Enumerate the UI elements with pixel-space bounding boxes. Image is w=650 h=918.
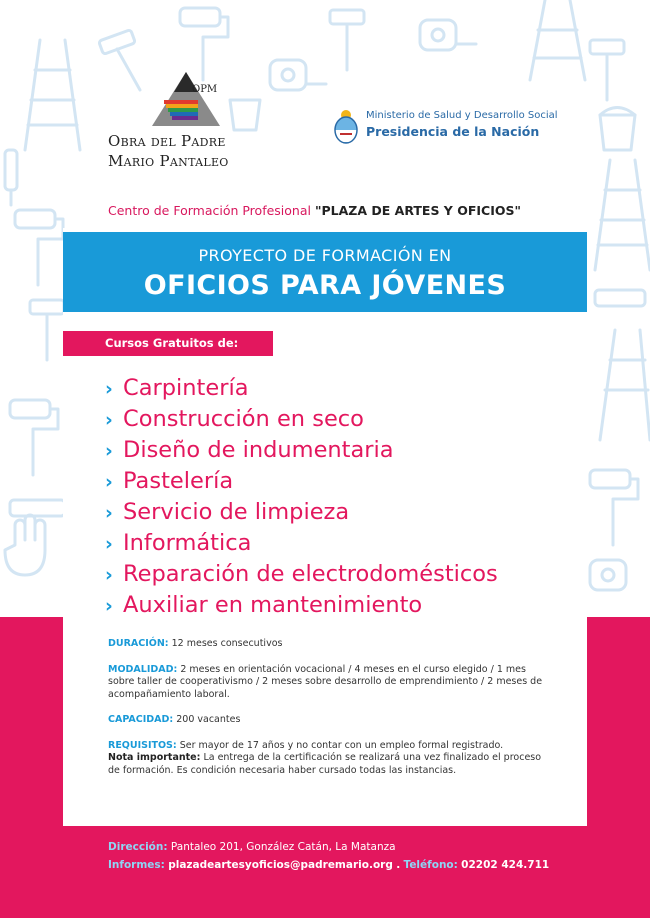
hammer-icon: [590, 40, 624, 100]
duration-value: 12 meses consecutivos: [171, 638, 283, 649]
training-center-line: [108, 203, 521, 218]
list-item: › Servicio de limpieza: [105, 497, 498, 528]
chevron-right-icon: ›: [105, 564, 113, 586]
important-note-value: La entrega de la certificación se realizará una vez finalizado el proceso de formación. Es condición necesaria haber cursado todas las instancias.: [108, 752, 542, 776]
free-courses-tab: Cursos Gratuitos de:: [63, 331, 273, 356]
project-title-banner: [63, 232, 587, 312]
info-label: Informes:: [108, 859, 165, 871]
banner-subtitle: PROYECTO DE FORMACIÓN EN: [198, 246, 452, 265]
hammer-icon: [330, 10, 364, 70]
chevron-right-icon: ›: [105, 440, 113, 462]
address-label: Dirección:: [108, 841, 168, 853]
important-note-label: Nota importante:: [108, 752, 201, 763]
list-item: › Pastelería: [105, 466, 498, 497]
contact-footer: [108, 838, 549, 874]
tape-measure-icon: [270, 60, 326, 90]
phone-value: 02202 424.711: [461, 859, 550, 871]
info-email-link[interactable]: plazadeartesyoficios@padremario.org: [168, 859, 393, 871]
utility-knife-icon: [595, 290, 645, 306]
footer-separator: .: [396, 859, 401, 871]
chevron-right-icon: ›: [105, 595, 113, 617]
government-logo: [330, 108, 570, 144]
opm-monogram-text: OPM: [192, 84, 218, 95]
training-center-label: Centro de Formación Profesional: [108, 203, 311, 218]
chevron-right-icon: ›: [105, 502, 113, 524]
modality-value: 2 meses en orientación vocacional / 4 meses en el curso elegido / 1 mes sobre taller de cooperativismo / 2 meses sobre desarrollo de emprendimiento / 2 meses de acompañamiento laboral.: [108, 663, 543, 700]
list-item: › Reparación de electrodomésticos: [105, 559, 498, 590]
presidency-name: Presidencia de la Nación: [366, 124, 540, 139]
duration-label: DURACIÓN:: [108, 638, 169, 649]
list-item: › Auxiliar en mantenimiento: [105, 590, 498, 621]
paint-roller-icon: [15, 210, 63, 285]
course-details: [108, 638, 548, 777]
capacity-value: 200 vacantes: [176, 714, 241, 725]
capacity-label: CAPACIDAD:: [108, 714, 174, 725]
tape-measure-icon: [420, 20, 476, 50]
address-value: Pantaleo 201, González Catán, La Matanza: [170, 841, 396, 853]
ladder-icon: [25, 40, 80, 150]
address-row: [108, 838, 549, 856]
org-name-line2: Mario Pantaleo: [108, 152, 229, 170]
info-row: [108, 856, 549, 874]
capacity-row: [108, 714, 548, 727]
tape-measure-icon: [590, 560, 626, 590]
ministry-name: Ministerio de Salud y Desarrollo Social: [366, 110, 558, 121]
opm-triangle-icon: [108, 70, 258, 130]
screwdriver-icon: [5, 150, 17, 205]
important-note-row: [108, 752, 548, 777]
training-center-name: "PLAZA DE ARTES Y OFICIOS": [314, 203, 521, 218]
chevron-right-icon: ›: [105, 533, 113, 555]
requirements-value: Ser mayor de 17 años y no contar con un empleo formal registrado.: [179, 739, 504, 751]
list-item: › Construcción en seco: [105, 404, 498, 435]
argentina-coat-of-arms-icon: [330, 108, 362, 144]
chevron-right-icon: ›: [105, 409, 113, 431]
org-name-line1: Obra del Padre: [108, 132, 226, 150]
requirements-row: [108, 740, 548, 753]
list-item: › Informática: [105, 528, 498, 559]
phone-label: Teléfono:: [403, 859, 458, 871]
opm-logo: [108, 70, 258, 175]
list-item: › Diseño de indumentaria: [105, 435, 498, 466]
ladder-icon: [595, 160, 650, 270]
paint-roller-icon: [10, 400, 58, 475]
chevron-right-icon: ›: [105, 471, 113, 493]
paint-roller-icon: [590, 470, 638, 545]
duration-row: [108, 638, 548, 651]
ladder-icon: [600, 330, 650, 440]
banner-title: OFICIOS PARA JÓVENES: [143, 270, 507, 301]
hammer-icon: [30, 300, 64, 360]
list-item: › Carpintería: [105, 373, 498, 404]
paint-bucket-icon: [600, 108, 635, 151]
requirements-label: REQUISITOS:: [108, 739, 177, 751]
chevron-right-icon: ›: [105, 378, 113, 400]
course-list: [105, 373, 498, 621]
modality-label: MODALIDAD:: [108, 663, 178, 675]
glove-icon: [5, 515, 45, 575]
modality-row: [108, 664, 548, 702]
ladder-icon: [530, 0, 585, 80]
